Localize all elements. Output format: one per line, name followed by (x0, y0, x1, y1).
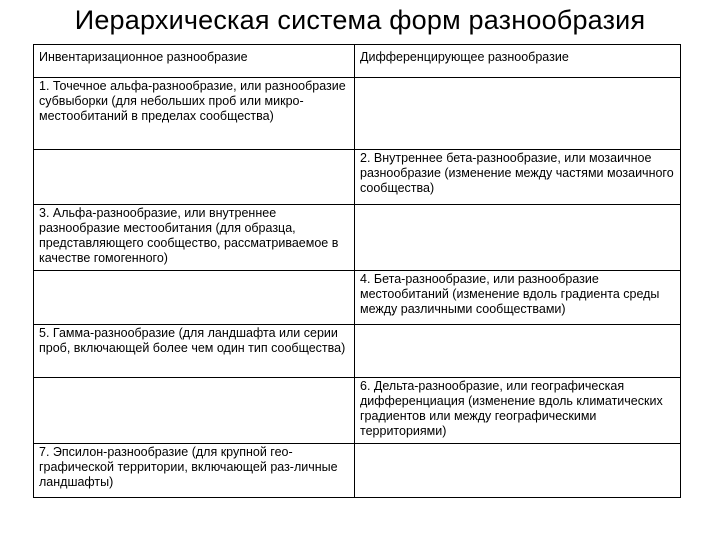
table-cell-right: 2. Внутреннее бета-разнообразие, или мозаичное разнообразие (изменение между частями мозаичного сообщества) (355, 150, 681, 205)
table-cell-right (355, 444, 681, 498)
table-row (34, 205, 681, 271)
table-row (34, 271, 681, 325)
table-row (34, 378, 681, 444)
table-cell-left (34, 150, 355, 205)
header-differentiating-diversity: Дифференцирующее разнообразие (355, 45, 681, 78)
table-cell-left: 1. Точечное альфа-разнообразие, или разнообразие субвыборки (для небольших проб или микро-местообитаний в пределах сообщества) (34, 78, 355, 150)
page-title: Иерархическая система форм разнообразия (74, 5, 646, 35)
table-row (34, 325, 681, 378)
table-cell-left: 5. Гамма-разнообразие (для ландшафта или серии проб, включающей более чем один тип сообщества) (34, 325, 355, 378)
table-cell-right (355, 205, 681, 271)
table-row (34, 78, 681, 150)
table-cell-left (34, 271, 355, 325)
table-cell-right: 4. Бета-разнообразие, или разнообразие местообитаний (изменение вдоль градиента среды между различными сообществами) (355, 271, 681, 325)
table-cell-left: 7. Эпсилон-разнообразие (для крупной гео-графической территории, включающей раз-личные ландшафты) (34, 444, 355, 498)
table-cell-left (34, 378, 355, 444)
table-cell-left: 3. Альфа-разнообразие, или внутреннее разнообразие местообитания (для образца, представляющего сообщество, рассматриваемое в качестве гомогенного) (34, 205, 355, 271)
table-row (34, 150, 681, 205)
header-inventory-diversity: Инвентаризационное разнообразие (34, 45, 355, 78)
table-header-row (34, 45, 681, 78)
diversity-table (33, 44, 681, 498)
table-cell-right: 6. Дельта-разнообразие, или географическая дифференциация (изменение вдоль климатических градиентов или между географическими территориями) (355, 378, 681, 444)
table-cell-right (355, 78, 681, 150)
table-row (34, 444, 681, 498)
table-cell-right (355, 325, 681, 378)
